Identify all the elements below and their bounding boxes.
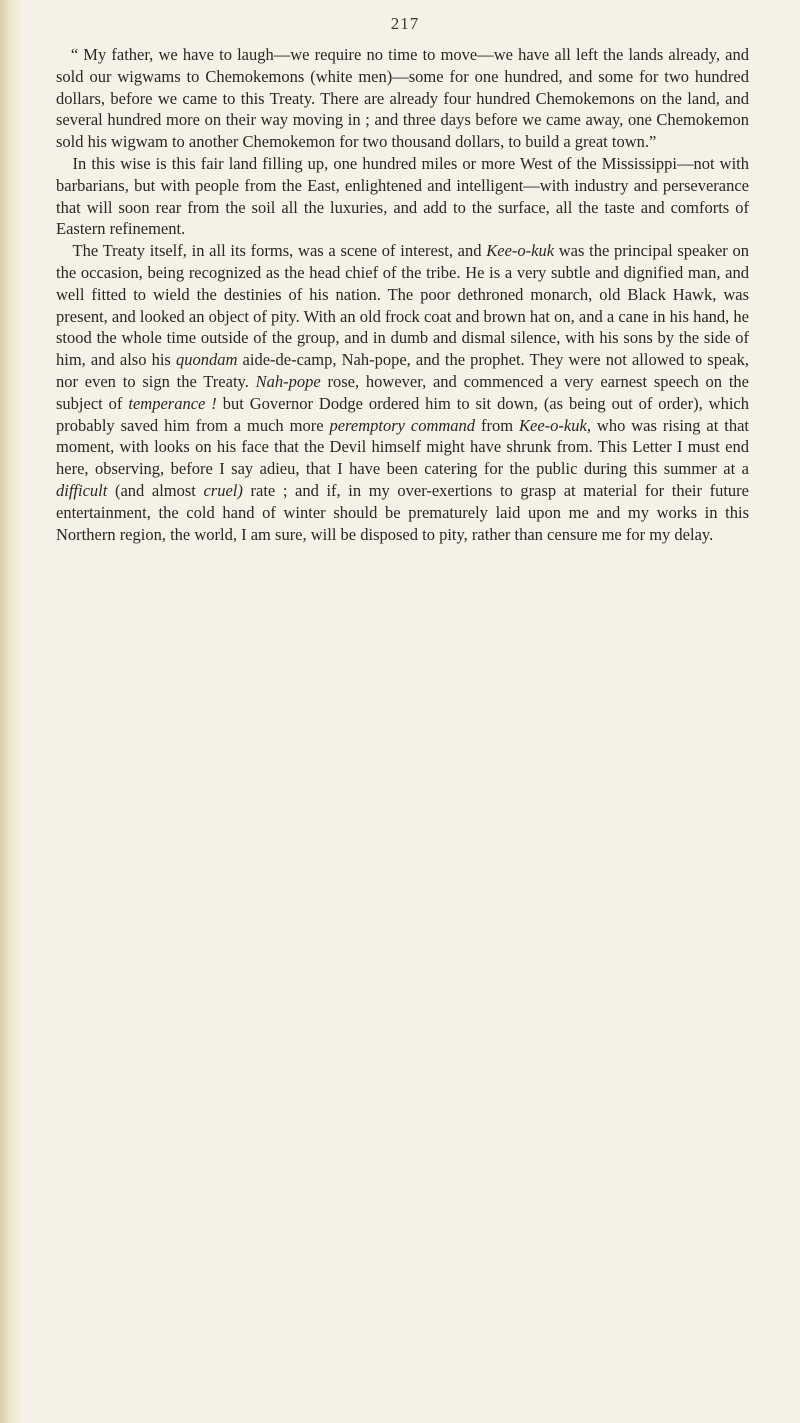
paragraph [56, 153, 749, 240]
page-number: 217 [390, 14, 420, 33]
text-run: but Governor Dodge ordered him to sit down, (as being out of order), which probably saved him from a much more [56, 393, 749, 435]
italic-text: Kee-o-kuk [486, 241, 555, 261]
text-run: rose, however, and commenced a very earnest speech on the subject of [56, 371, 749, 413]
text-run: rate ; and if, in my over-exertions to grasp at material for their future entertainment, the cold hand of winter should be prematurely laid upon me and my works in this Northern region, the world, I am sure, will be disposed to pity, rather than censure me for my delay. [56, 480, 749, 544]
italic-text: difficult [56, 480, 108, 500]
text-run: from [475, 415, 520, 435]
italic-text: cruel) [203, 480, 243, 500]
text-run: (and almost [107, 480, 204, 500]
italic-text: quondam [176, 350, 238, 370]
text-run: “ My father, we have to laugh—we require no time to move—we have all left the lands already, and sold our wigwams to Chemokemons (white men)—some for one hundred, and some for two hundred dollars, before we came to this Treaty. There are already four hundred Chemokemons on the land, and several hundred more on their way moving in ; and three days before we came away, one Chemokemon sold his wigwam to another Chemokemon for two thousand dollars, to build a great town.” [56, 45, 749, 152]
text-run: In this wise is this fair land filling up, one hundred miles or more West of the Mississippi—not with barbarians, but with people from the East, enlightened and intelligent—with industry and perseverance that will soon rear from the soil all the luxuries, and add to the surface, all the taste and comforts of Eastern refinement. [56, 153, 749, 239]
italic-text: Nah-pope [255, 371, 321, 391]
italic-text: peremptory command [329, 415, 476, 435]
page-binding-edge [0, 0, 22, 1423]
body-text [56, 44, 749, 545]
text-run: who was rising at that moment, with looks on his face that the Devil himself might have shrunk from. This Letter I must end here, observing, before I say adieu, that I have been catering for the public during this summer at a [56, 415, 750, 479]
italic-text: temperance ! [128, 393, 217, 413]
paragraph [56, 44, 749, 153]
paragraph [56, 240, 749, 545]
text-run: was the principal speaker on the occasion, being recognized as the head chief of the tribe. He is a very subtle and dignified man, and well fitted to wield the destinies of his nation. The poor dethroned monarch, old Black Hawk, was present, and looked an object of pity. With an old frock coat and brown hat on, and a cane in his hand, he stood the whole time outside of the group, and in dumb and dismal silence, with his sons by the side of him, and also his [56, 241, 749, 370]
text-run: The Treaty itself, in all its forms, was a scene of interest, and [72, 241, 487, 261]
text-run: aide-de-camp, Nah-pope, and the prophet. They were not allowed to speak, nor even to sign the Treaty. [56, 350, 749, 391]
italic-text: Kee-o-kuk, [519, 415, 591, 435]
